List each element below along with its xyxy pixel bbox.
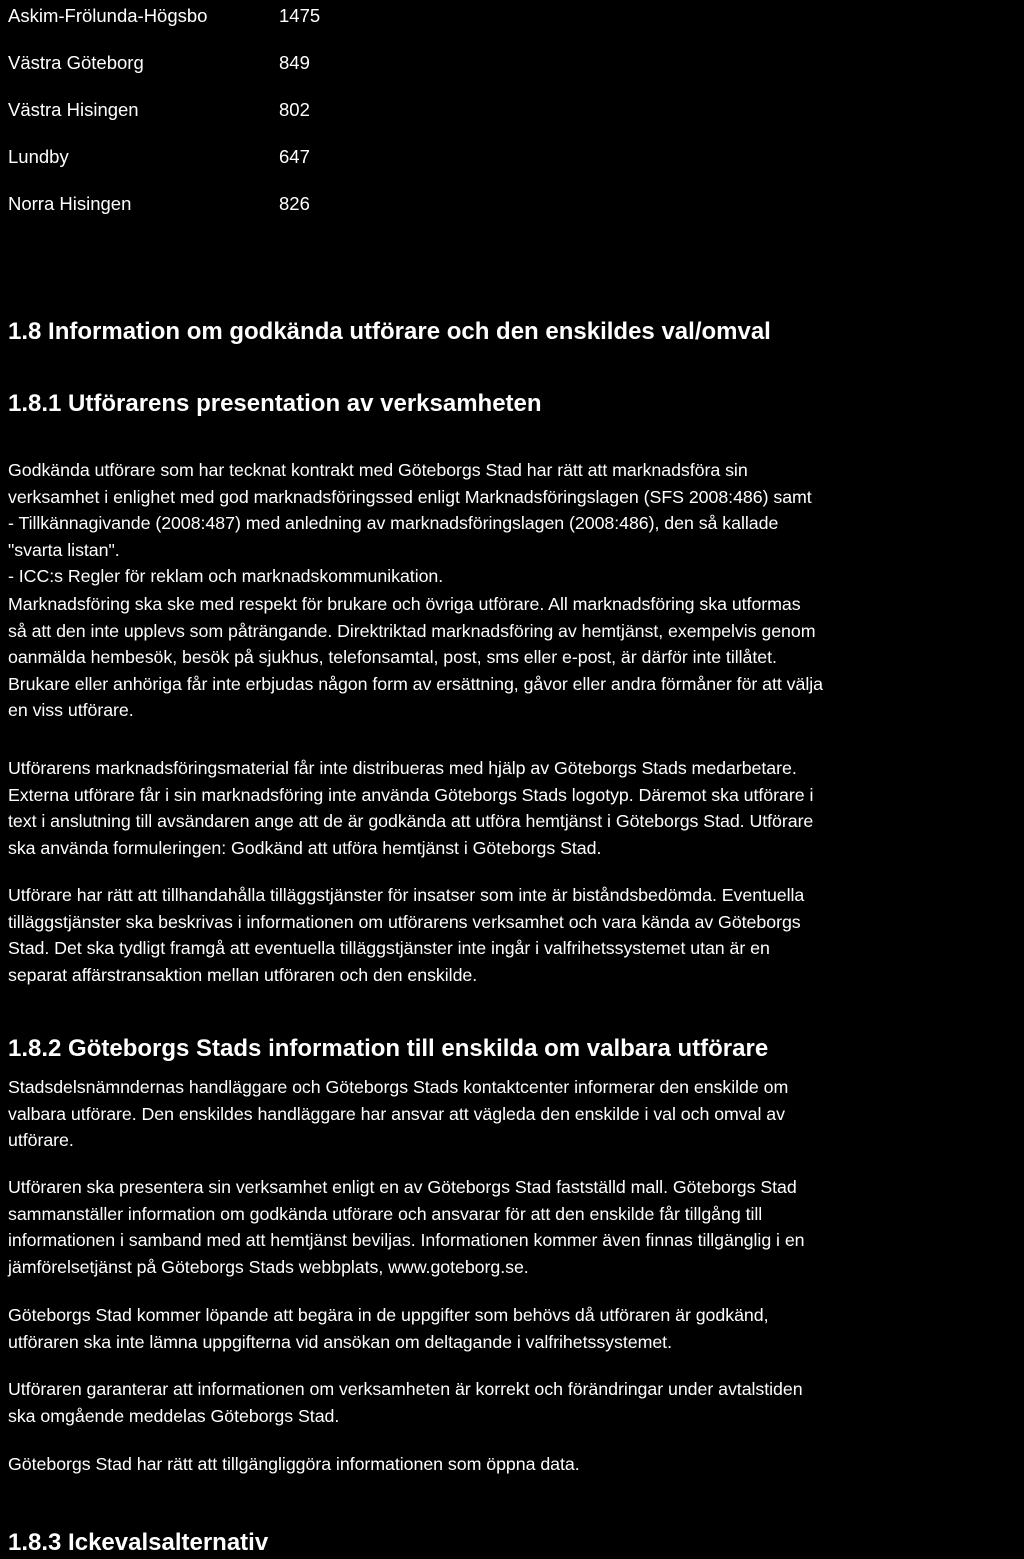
district-value: 849 <box>279 52 310 73</box>
section-heading-1-8-2: 1.8.2 Göteborgs Stads information till enskilda om valbara utförare <box>8 1035 769 1062</box>
paragraph <box>8 591 1020 724</box>
text-line: - Tillkännagivande (2008:487) med anledning av marknadsföringslagen (2008:486), den så kallade <box>8 513 779 534</box>
paragraph <box>8 882 1020 988</box>
text-line: text i anslutning till avsändaren ange att de är godkända att utföra hemtjänst i Göteborgs Stad. Utförare <box>8 811 814 832</box>
text-line: Brukare eller anhöriga får inte erbjudas någon form av ersättning, gåvor eller andra förmåner för att välja <box>8 673 824 694</box>
text-line: valbara utförare. Den enskildes handläggare har ansvar att vägleda den enskilde i val och omval av <box>8 1103 785 1124</box>
paragraph <box>8 1376 1020 1429</box>
text-line: Utföraren garanterar att informationen om verksamheten är korrekt och förändringar under avtalstiden <box>8 1379 803 1399</box>
text-line: Utförarens marknadsföringsmaterial får inte distribueras med hjälp av Göteborgs Stads medarbetare. <box>8 758 797 778</box>
paragraph <box>8 457 1020 590</box>
section-heading-1-8-3: 1.8.3 Ickevalsalternativ <box>8 1529 269 1556</box>
text-line: utföraren ska inte lämna uppgifterna vid ansökan om deltagande i valfrihetssystemet. <box>8 1331 672 1352</box>
text-line: Utföraren ska presentera sin verksamhet enligt en av Göteborgs Stad fastställd mall. Göteborgs Stad <box>8 1177 797 1197</box>
text-line: ska använda formuleringen: Godkänd att utföra hemtjänst i Göteborgs Stad. <box>8 837 602 858</box>
paragraph <box>8 1302 1020 1355</box>
text-line: separat affärstransaktion mellan utföraren och den enskilde. <box>8 964 478 985</box>
table-row <box>8 39 359 86</box>
paragraph <box>8 755 1020 861</box>
section-heading-1-8-1: 1.8.1 Utförarens presentation av verksamheten <box>8 390 542 417</box>
text-line: så att den inte upplevs som påträngande. Direktriktad marknadsföring av hemtjänst, exempelvis genom <box>8 620 816 641</box>
district-table <box>8 0 359 227</box>
text-line: sammanställer information om godkända utförare och ansvarar för att den enskilde får tillgång till <box>8 1203 763 1224</box>
text-line: "svarta listan". <box>8 539 120 560</box>
text-line: - ICC:s Regler för reklam och marknadskommunikation. <box>8 566 444 587</box>
table-row <box>8 0 359 39</box>
text-line: verksamhet i enlighet med god marknadsföringssed enligt Marknadsföringslagen (SFS 2008:486) samt <box>8 486 812 507</box>
text-line: Stadsdelsnämndernas handläggare och Göteborgs Stads kontaktcenter informerar den enskilde om <box>8 1077 789 1097</box>
text-line: informationen i samband med att hemtjänst beviljas. Informationen kommer även finnas tillgänglig i en <box>8 1230 805 1251</box>
text-line: Göteborgs Stad kommer löpande att begära in de uppgifter som behövs då utföraren är godkänd, <box>8 1305 769 1325</box>
district-name: Askim-Frölunda-Högsbo <box>8 5 208 26</box>
district-value: 1475 <box>279 5 321 26</box>
text-line: ska omgående meddelas Göteborgs Stad. <box>8 1405 340 1426</box>
text-line: Göteborgs Stad har rätt att tillgängliggöra informationen som öppna data. <box>8 1454 580 1474</box>
text-line: utförare. <box>8 1130 74 1151</box>
text-line: jämförelsetjänst på Göteborgs Stads webbplats, www.goteborg.se. <box>8 1256 529 1277</box>
district-name: Västra Göteborg <box>8 52 144 73</box>
table-row <box>8 180 359 227</box>
paragraph <box>8 1451 1020 1478</box>
district-value: 647 <box>279 146 310 167</box>
text-line: Godkända utförare som har tecknat kontrakt med Göteborgs Stad har rätt att marknadsföra sin <box>8 460 748 480</box>
district-value: 802 <box>279 99 310 120</box>
district-name: Norra Hisingen <box>8 193 132 214</box>
text-line: en viss utförare. <box>8 700 134 721</box>
district-name: Västra Hisingen <box>8 99 139 120</box>
district-value: 826 <box>279 193 310 214</box>
paragraph <box>8 1174 1020 1280</box>
text-line: Externa utförare får i sin marknadsföring inte använda Göteborgs Stads logotyp. Däremot ska utförare i <box>8 784 814 805</box>
text-line: Stad. Det ska tydligt framgå att eventuella tilläggstjänster inte ingår i valfrihetssystemet utan är en <box>8 938 770 959</box>
text-line: tilläggstjänster ska beskrivas i informationen om utförarens verksamhet och vara kända av Göteborgs <box>8 911 801 932</box>
text-line: oanmälda hembesök, besök på sjukhus, telefonsamtal, post, sms eller e-post, är därför inte tillåtet. <box>8 647 777 668</box>
district-name: Lundby <box>8 146 69 167</box>
text-line: Marknadsföring ska ske med respekt för brukare och övriga utförare. All marknadsföring ska utformas <box>8 594 801 614</box>
table-row <box>8 133 359 180</box>
table-row <box>8 86 359 133</box>
text-line: Utförare har rätt att tillhandahålla tilläggstjänster för insatser som inte är biståndsbedömda. Eventuella <box>8 885 805 905</box>
paragraph <box>8 1074 1020 1154</box>
section-heading-1-8: 1.8 Information om godkända utförare och den enskildes val/omval <box>8 318 771 345</box>
